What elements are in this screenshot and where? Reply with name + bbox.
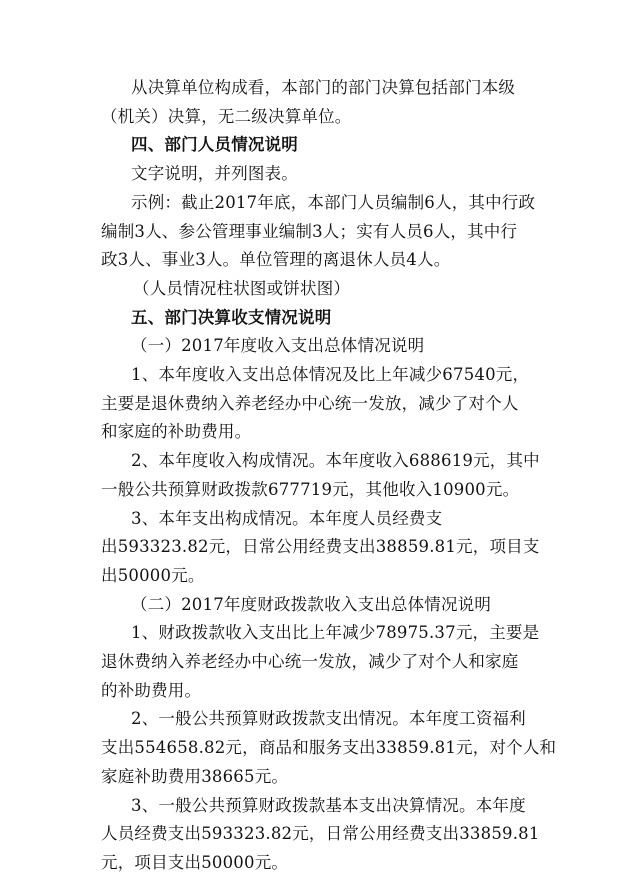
paragraph-line: 文字说明，并列图表。 (131, 164, 298, 183)
paragraph-line: 2、本年度收入构成情况。本年度收入688619元，其中 (131, 451, 540, 470)
paragraph-line: 2、一般公共预算财政拨款支出情况。本年度工资福利 (131, 709, 526, 728)
paragraph-line: 和家庭的补助费用。 (101, 422, 252, 441)
paragraph-line: 示例：截止2017年底，本部门人员编制6人，其中行政 (131, 193, 536, 212)
paragraph-line: 3、一般公共预算财政拨款基本支出决算情况。本年度 (131, 796, 526, 815)
paragraph-line: 从决算单位构成看，本部门的部门决算包括部门本级 (131, 78, 516, 97)
section-heading-4: 四、部门人员情况说明 (131, 135, 298, 154)
paragraph-line: 1、本年度收入支出总体情况及比上年减少67540元， (131, 365, 530, 384)
paragraph-line: 主要是退休费纳入养老经办中心统一发放，减少了对个人 (101, 394, 519, 413)
subsection-heading-2: （二）2017年度财政拨款收入支出总体情况说明 (131, 595, 492, 614)
paragraph-line: 出593323.82元，日常公用经费支出38859.81元，项目支 (101, 537, 540, 556)
paragraph-line: 1、财政拨款收入支出比上年减少78975.37元，主要是 (131, 623, 540, 642)
paragraph-line: 的补助费用。 (101, 681, 202, 700)
paragraph-line: 支出554658.82元，商品和服务支出33859.81元，对个人和 (101, 738, 557, 757)
paragraph-line: 人员经费支出593323.82元，日常公用经费支出33859.81 (101, 824, 540, 843)
paragraph-line: （机关）决算，无二级决算单位。 (101, 107, 352, 126)
paragraph-line: 编制3人、参公管理事业编制3人；实有人员6人，其中行 (101, 222, 518, 241)
subsection-heading-1: （一）2017年度收入支出总体情况说明 (131, 336, 425, 355)
paragraph-line: 一般公共预算财政拨款677719元，其他收入10900元。 (101, 480, 520, 499)
paragraph-line: 元，项目支出50000元。 (101, 853, 289, 872)
paragraph-line: 3、本年支出构成情况。本年度人员经费支 (131, 509, 443, 528)
paragraph-line: 退休费纳入养老经办中心统一发放，减少了对个人和家庭 (101, 652, 519, 671)
paragraph-line: 家庭补助费用38665元。 (101, 767, 289, 786)
paragraph-line: 政3人、事业3人。单位管理的离退休人员4人。 (101, 250, 451, 269)
section-heading-5: 五、部门决算收支情况说明 (131, 308, 332, 327)
paragraph-line: 出50000元。 (101, 566, 205, 585)
chart-placeholder-note: （人员情况柱状图或饼状图） (133, 279, 351, 298)
